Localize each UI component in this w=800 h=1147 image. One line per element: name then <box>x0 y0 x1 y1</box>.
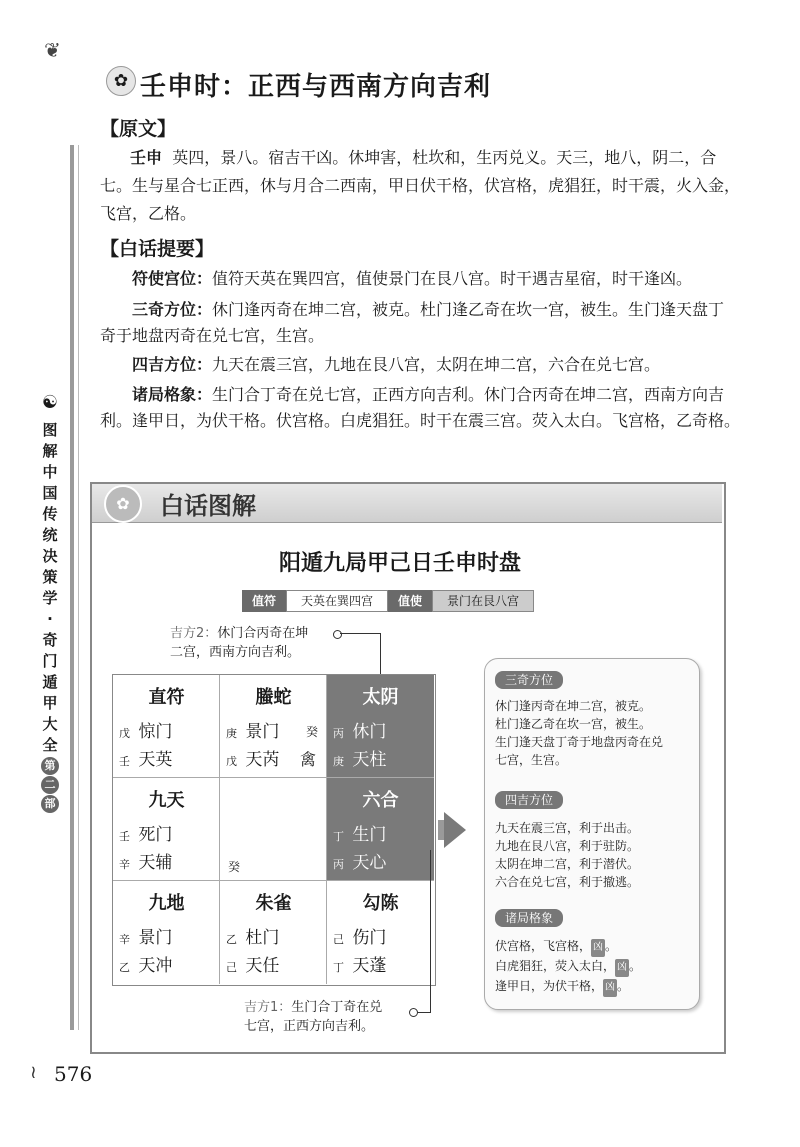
spine-line <box>78 145 79 1030</box>
panel-text-block <box>495 819 695 891</box>
summary-text: 休门逢丙奇在坤二宫，被克。杜门逢乙奇在坎一宫，被生。生门逢天盘丁奇于地盘丙奇在兑七宫，生宫。 <box>100 300 725 345</box>
original-lead: 壬申 <box>130 148 163 167</box>
palace-deity: 勾陈 <box>362 893 399 914</box>
pointer-dot <box>409 1008 418 1017</box>
stem: 辛 <box>119 858 130 871</box>
palace-gate: 惊门 <box>138 722 173 742</box>
stem: 癸 <box>228 860 241 874</box>
summary-paragraph <box>100 352 740 378</box>
palace-star: 天芮 <box>245 750 280 770</box>
note-text: 二宫，西南方向吉利。 <box>170 645 301 660</box>
palace-cell <box>220 881 327 984</box>
panel-line: 伏宫格，飞宫格， 凶 。 <box>495 937 695 957</box>
side-char: 统 <box>42 526 58 544</box>
palace-cell <box>327 778 434 881</box>
side-char: 全 <box>42 736 58 754</box>
side-char: 中 <box>42 463 58 481</box>
palace-star: 天辅 <box>138 853 173 873</box>
original-text: 英四，景八。宿吉干凶。休坤害，杜坎和，生丙兑义。天三，地八，阴二，合七。生与星合七正西，休与月合二西南，甲日伏干格，伏宫格，虎猖狂，时干震，火入金，飞宫，乙格。 <box>100 148 741 223</box>
palace-gate: 杜门 <box>245 928 280 948</box>
side-char: 解 <box>42 442 58 460</box>
side-char: · <box>47 610 53 628</box>
auspicious-note-1 <box>244 998 382 1036</box>
palace-star: 天冲 <box>138 956 173 976</box>
side-series-title <box>40 420 60 814</box>
palace-star: 天蓬 <box>352 956 387 976</box>
info-panel <box>484 658 700 1010</box>
summary-text: 值符天英在巽四宫，值使景门在艮八宫。时干遇吉星宿，时干逢凶。 <box>212 269 693 288</box>
palace-star-row <box>333 745 386 770</box>
panel-tag: 诸局格象 <box>495 909 563 927</box>
panel-text-block <box>495 937 695 997</box>
original-label: 【原文】 <box>100 118 177 140</box>
palace-gate: 伤门 <box>352 928 387 948</box>
panel-line: 九地在艮八宫，利于驻防。 <box>495 839 640 853</box>
note-text: 生门合丁奇在兑 <box>291 1000 383 1015</box>
palace-gate: 生门 <box>352 825 387 845</box>
palace-star-row <box>119 745 172 770</box>
panel-tag: 四吉方位 <box>495 791 563 809</box>
part-badge: 二 <box>41 776 59 794</box>
palace-star: 天任 <box>245 956 280 976</box>
side-char: 决 <box>42 547 58 565</box>
side-char: 遁 <box>42 673 58 691</box>
panel-line: 六合在兑七宫，利于撤逃。 <box>495 875 640 889</box>
palace-gate-row <box>333 717 386 742</box>
stem: 乙 <box>119 961 130 974</box>
palace-gate-row <box>333 820 386 845</box>
original-text-block <box>100 144 740 228</box>
palace-cell <box>113 881 220 984</box>
palace-star-row <box>226 745 279 770</box>
side-char: 大 <box>42 715 58 733</box>
palace-gate-row <box>119 923 172 948</box>
palace-gate: 死门 <box>138 825 173 845</box>
palace-deity: 六合 <box>362 790 399 811</box>
panel-tag: 三奇方位 <box>495 671 563 689</box>
side-char: 门 <box>42 652 58 670</box>
summary-paragraph <box>100 382 740 434</box>
duty-gate-label: 值使 <box>388 590 432 612</box>
side-char: 甲 <box>42 694 58 712</box>
panel-line-text: 白虎猖狂，荧入太白， <box>495 959 616 973</box>
palace-cell <box>327 881 434 984</box>
panel-line-text: 伏宫格，飞宫格， <box>495 939 592 953</box>
pointer-line <box>430 850 431 1012</box>
palace-gate: 景门 <box>245 722 280 742</box>
panel-line: 七宫，生宫。 <box>495 753 568 767</box>
palace-deity: 螣蛇 <box>255 687 292 708</box>
stem: 辛 <box>119 933 130 946</box>
yin-yang-icon: ☯ <box>41 392 59 413</box>
summary-paragraph <box>100 266 740 292</box>
palace-gate-row <box>119 820 172 845</box>
duty-star-value: 天英在巽四宫 <box>286 590 388 612</box>
palace-star: 天心 <box>352 853 387 873</box>
palace-cell <box>113 778 220 881</box>
summary-term: 三奇方位： <box>132 300 213 319</box>
side-char: 策 <box>42 568 58 586</box>
note-text: 休门合丙奇在坤 <box>217 626 309 641</box>
pointer-line <box>340 633 380 634</box>
palace-cell <box>220 675 327 778</box>
inauspicious-badge: 凶 <box>615 959 629 977</box>
spine-bar <box>70 145 74 1030</box>
stem: 丁 <box>333 830 344 843</box>
pointer-line <box>380 633 381 675</box>
palace-deity: 九天 <box>148 790 185 811</box>
summary-term: 诸局格象： <box>132 385 213 404</box>
note-key: 吉方1： <box>244 1000 292 1015</box>
palace-deity: 直符 <box>148 687 185 708</box>
panel-text-block <box>495 697 695 769</box>
stem: 庚 <box>226 727 237 740</box>
cloud-emblem-icon: ✿ <box>106 66 136 96</box>
palace-gate: 景门 <box>138 928 173 948</box>
palace-cell <box>113 675 220 778</box>
summary-text: 生门合丁奇在兑七宫，正西方向吉利。休门合丙奇在坤二宫，西南方向吉利。逢甲日，为伏干格。伏宫格。白虎猖狂。时干在震三宫。荧入太白。飞宫格，乙奇格。 <box>100 385 741 430</box>
cloud-emblem-icon: ✿ <box>104 485 142 523</box>
stem: 己 <box>333 933 344 946</box>
palace-deity: 朱雀 <box>255 893 292 914</box>
palace-star: 天柱 <box>352 750 387 770</box>
palace-gate-row <box>333 923 386 948</box>
palace-star-row <box>119 951 172 976</box>
summary-label: 【白话提要】 <box>100 238 215 260</box>
duty-bar <box>242 590 534 612</box>
palace-cell <box>327 675 434 778</box>
palace-star-row <box>119 848 172 873</box>
palace-star-row <box>333 848 386 873</box>
auspicious-note-2 <box>170 624 308 662</box>
right-arrow-icon <box>444 812 466 848</box>
panel-line: 杜门逢乙奇在坎一宫，被生。 <box>495 717 652 731</box>
inauspicious-badge: 凶 <box>591 939 605 957</box>
stem: 癸 <box>306 725 319 739</box>
summary-term: 四吉方位： <box>132 355 213 374</box>
stem: 戊 <box>119 727 130 740</box>
stem: 丙 <box>333 727 344 740</box>
duty-gate-value: 景门在艮八宫 <box>432 590 534 612</box>
corner-ornament-icon: ❦ <box>44 38 61 62</box>
side-char: 学 <box>42 589 58 607</box>
part-badge: 第 <box>41 757 59 775</box>
page-number: 576 <box>54 1062 93 1086</box>
note-text: 七宫，正西方向吉利。 <box>244 1019 375 1034</box>
star-qin: 禽 <box>300 750 317 769</box>
panel-line-text: 逢甲日，为伏干格， <box>495 979 604 993</box>
side-char: 传 <box>42 505 58 523</box>
stem: 丙 <box>333 858 344 871</box>
qimen-chart-grid <box>112 674 436 986</box>
inauspicious-badge: 凶 <box>603 979 617 997</box>
palace-gate-row <box>226 923 279 948</box>
palace-star-row <box>333 951 386 976</box>
side-char: 奇 <box>42 631 58 649</box>
note-key: 吉方2： <box>170 626 218 641</box>
panel-line: 白虎猖狂，荧入太白， 凶 。 <box>495 957 695 977</box>
palace-star: 天英 <box>138 750 173 770</box>
diagram-banner-text: 白话图解 <box>160 492 256 520</box>
summary-term: 符使宫位： <box>132 269 213 288</box>
stem: 乙 <box>226 933 237 946</box>
stem: 己 <box>226 961 237 974</box>
stem: 壬 <box>119 755 130 768</box>
panel-line: 九天在震三宫，利于出击。 <box>495 821 640 835</box>
stem: 庚 <box>333 755 344 768</box>
section-title: 壬申时：正西与西南方向吉利 <box>140 72 492 102</box>
panel-line: 休门逢丙奇在坤二宫，被克。 <box>495 699 652 713</box>
part-badge: 部 <box>41 795 59 813</box>
pointer-line <box>416 1012 431 1013</box>
stem: 丁 <box>333 961 344 974</box>
diagram-title: 阳遁九局甲己日壬申时盘 <box>278 551 521 576</box>
side-char: 图 <box>42 421 58 439</box>
summary-paragraph <box>100 297 740 349</box>
palace-gate: 休门 <box>352 722 387 742</box>
stem: 壬 <box>119 830 130 843</box>
panel-line: 逢甲日，为伏干格， 凶 。 <box>495 977 695 997</box>
duty-star-label: 值符 <box>242 590 286 612</box>
page-ornament-icon: ≀ <box>30 1062 37 1083</box>
panel-line: 太阴在坤二宫，利于潜伏。 <box>495 857 640 871</box>
palace-gate-row <box>226 717 279 742</box>
summary-text: 九天在震三宫，九地在艮八宫，太阴在坤二宫，六合在兑七宫。 <box>212 355 661 374</box>
palace-gate-row <box>119 717 172 742</box>
palace-deity: 九地 <box>148 893 185 914</box>
palace-deity: 太阴 <box>362 687 399 708</box>
side-char: 国 <box>42 484 58 502</box>
pointer-dot <box>333 630 342 639</box>
palace-star-row <box>226 951 279 976</box>
palace-cell-center <box>220 778 327 881</box>
panel-line: 生门逢天盘丁奇于地盘丙奇在兑 <box>495 735 664 749</box>
stem: 戊 <box>226 755 237 768</box>
